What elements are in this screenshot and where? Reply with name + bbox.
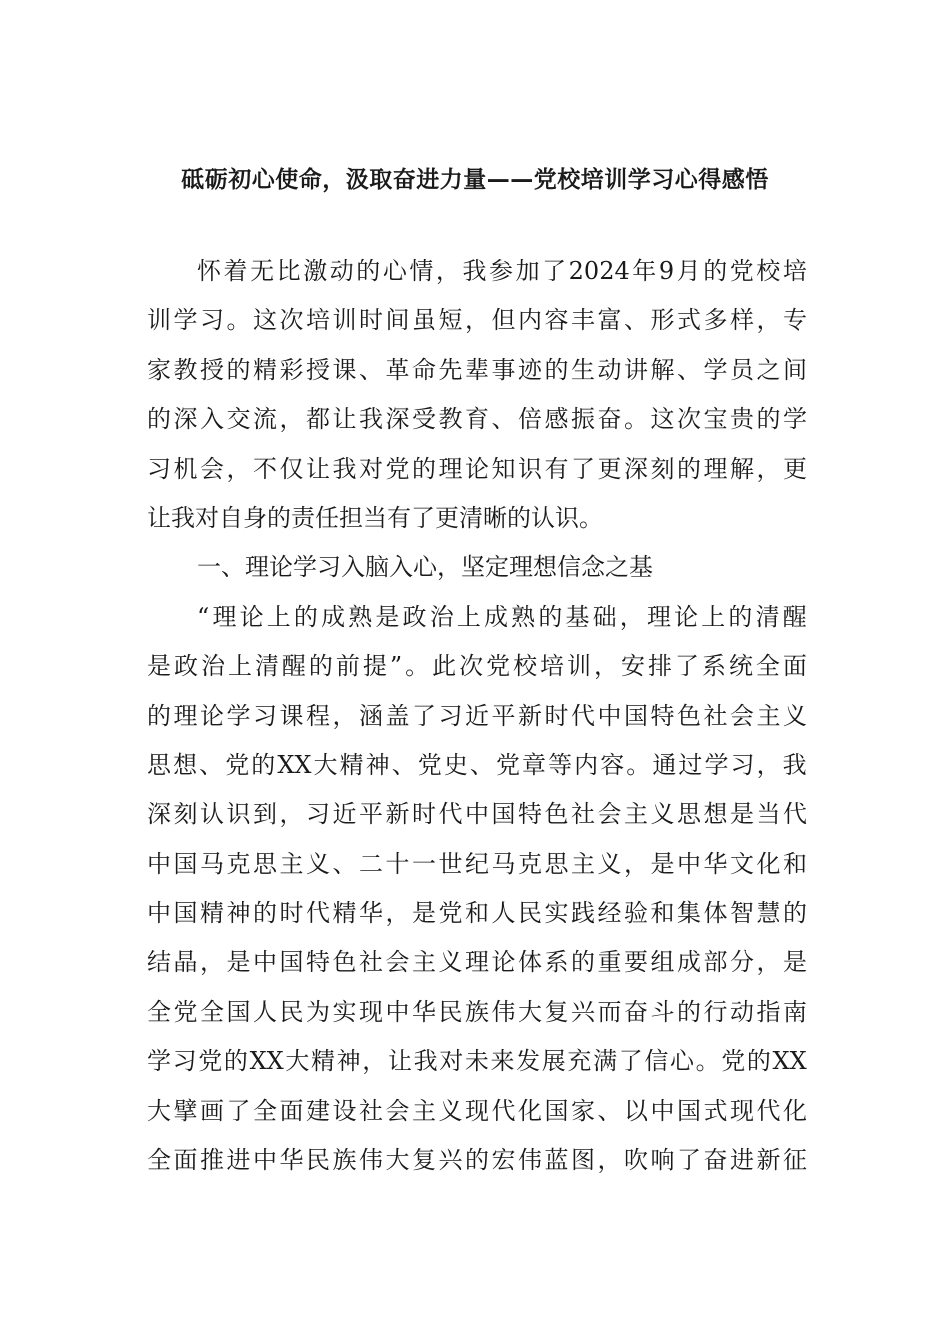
line-text: 的 理 论 学 习 课 程 ， 涵 盖 了 习 近 平 新 时 代 中 国 特 色 社 会 主 义 — [147, 701, 807, 730]
line-text: 思 想 、 党 的 XX 大 精 神 、 党 史 、 党 章 等 内 容 。 通 过 学 习 ， 我 — [147, 750, 807, 779]
paragraph-line — [147, 840, 807, 889]
line-text: 怀 着 无 比 激 动 的 心 情 ， 我 参 加 了 2024 年 9 月 的 党 校 培 — [197, 257, 807, 285]
paragraph-line — [147, 790, 807, 839]
paragraph-line — [147, 593, 807, 642]
line-text: 习 机 会 ， 不 仅 让 我 对 党 的 理 论 知 识 有 了 更 深 刻 的 理 解 ， 更 — [147, 454, 807, 483]
paragraph-line — [147, 1087, 807, 1136]
paragraph-line — [147, 296, 807, 345]
section-heading-text: 一、理论学习入脑入心，坚定理想信念之基 — [197, 553, 653, 582]
section-heading — [147, 543, 807, 592]
paragraph-line — [147, 642, 807, 691]
line-text: 结 晶 ， 是 中 国 特 色 社 会 主 义 理 论 体 系 的 重 要 组 成 部 分 ， 是 — [147, 948, 807, 977]
paragraph-line — [147, 741, 807, 790]
line-text: 让我对自身的责任担当有了更清晰的认识。 — [147, 503, 603, 532]
line-text: 全 面 推 进 中 华 民 族 伟 大 复 兴 的 宏 伟 蓝 图 ， 吹 响 了 奋 进 新 征 — [147, 1146, 807, 1175]
paragraph-line — [147, 1136, 807, 1185]
paragraph-line — [147, 692, 807, 741]
line-text: 深 刻 认 识 到 ， 习 近 平 新 时 代 中 国 特 色 社 会 主 义 思 想 是 当 代 — [147, 800, 807, 829]
line-text: 全 党 全 国 人 民 为 实 现 中 华 民 族 伟 大 复 兴 而 奋 斗 的 行 动 指 南 — [147, 997, 807, 1026]
paragraph-line — [147, 1037, 807, 1086]
line-text: 大 擘 画 了 全 面 建 设 社 会 主 义 现 代 化 国 家 、 以 中 国 式 现 代 化 — [147, 1096, 807, 1125]
paragraph-line — [147, 346, 807, 395]
line-text: 学 习 党 的 XX 大 精 神 ， 让 我 对 未 来 发 展 充 满 了 信 心 。 党 的 XX — [147, 1047, 807, 1076]
paragraph-line — [147, 889, 807, 938]
paragraph-line — [147, 395, 807, 444]
document-body — [147, 247, 807, 1185]
paragraph-line — [147, 988, 807, 1037]
paragraph-line — [147, 494, 807, 543]
paragraph-line — [147, 938, 807, 987]
line-text: 训 学 习 。 这 次 培 训 时 间 虽 短 ， 但 内 容 丰 富 、 形 式 多 样 ， 专 — [147, 306, 807, 335]
line-text: 中 国 马 克 思 主 义 、 二 十 一 世 纪 马 克 思 主 义 ， 是 中 华 文 化 和 — [147, 849, 807, 878]
document-title: 砥砺初心使命，汲取奋进力量——党校培训学习心得感悟 — [181, 167, 769, 193]
line-text: 家 教 授 的 精 彩 授 课 、 革 命 先 辈 事 迹 的 生 动 讲 解 、 学 员 之 间 — [147, 355, 807, 384]
line-text: 中 国 精 神 的 时 代 精 华 ， 是 党 和 人 民 实 践 经 验 和 集 体 智 慧 的 — [147, 899, 807, 928]
paragraph-line — [147, 247, 807, 296]
paragraph-line — [147, 445, 807, 494]
line-text: 是 政 治 上 清 醒 的 前 提 ” 。 此 次 党 校 培 训 ， 安 排 了 系 统 全 面 — [147, 652, 807, 681]
line-text: 的 深 入 交 流 ， 都 让 我 深 受 教 育 、 倍 感 振 奋 。 这 次 宝 贵 的 学 — [147, 405, 807, 434]
line-text: “ 理 论 上 的 成 熟 是 政 治 上 成 熟 的 基 础 ， 理 论 上 的 清 醒 — [197, 602, 807, 631]
